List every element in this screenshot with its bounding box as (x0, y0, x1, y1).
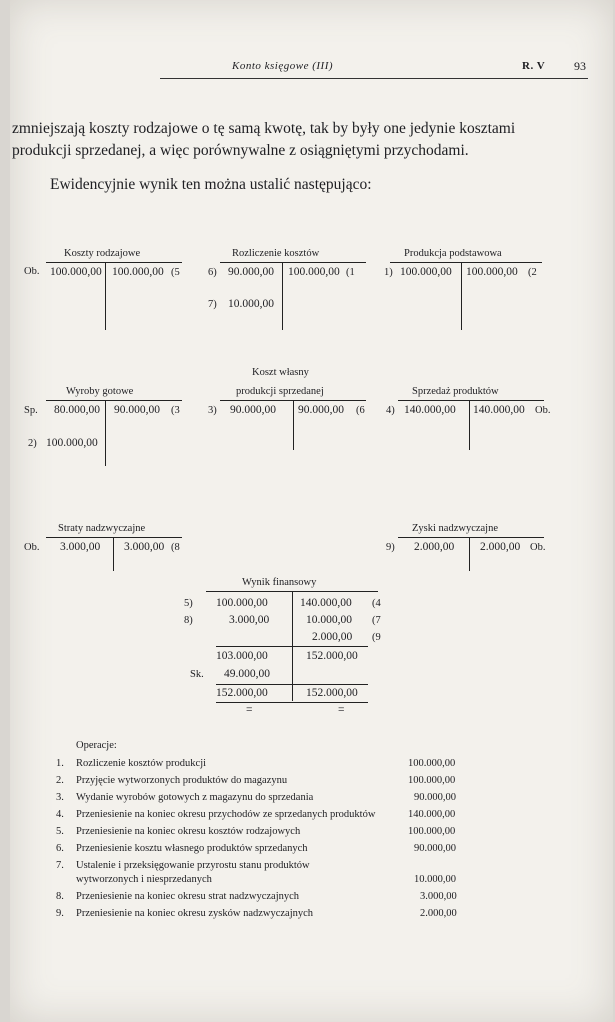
balance-label: Sk. (190, 669, 204, 680)
credit-ref: Ob. (530, 542, 546, 553)
t-account-top-rule (46, 262, 182, 263)
credit-value: 90.000,00 (114, 404, 160, 416)
t-account-top-rule (398, 400, 544, 401)
debit-subtotal: 103.000,00 (216, 650, 268, 662)
t-account-divider (105, 262, 106, 330)
credit-value: 10.000,00 (306, 614, 352, 626)
intro-line-1: zmniejszają koszty rodzajowe o tę samą kwotę, tak by były one jedynie kosztami (12, 120, 516, 137)
account-title: Wyroby gotowe (66, 386, 134, 397)
account-title: Sprzedaż produktów (412, 386, 499, 397)
op-amount: 100.000,00 (408, 758, 456, 769)
credit-ref: (6 (356, 405, 365, 416)
account-title-line-1: Koszt własny (252, 367, 309, 378)
credit-value: 140.000,00 (473, 404, 525, 416)
total-double-rule (216, 702, 368, 703)
debit-value: 3.000,00 (229, 614, 270, 626)
debit-value: 2.000,00 (414, 541, 455, 553)
account-title: Koszty rodzajowe (64, 248, 141, 259)
debit-ref: 6) (208, 267, 217, 278)
debit-value: 100.000,00 (216, 597, 268, 609)
credit-ref: (7 (372, 615, 381, 626)
op-text: Ustalenie i przeksięgowanie przyrostu stanu produktów (76, 860, 310, 871)
account-title: Wynik finansowy (242, 577, 317, 588)
running-header-chapter: R. V (522, 60, 546, 72)
op-number: 9. (56, 908, 64, 919)
op-number: 1. (56, 758, 64, 769)
balance-value: 49.000,00 (224, 668, 270, 680)
account-title: Zyski nadzwyczajne (412, 523, 499, 534)
debit-ref: 1) (384, 267, 393, 278)
credit-value: 100.000,00 (466, 266, 518, 278)
subtotal-rule (216, 646, 368, 647)
debit-label: Ob. (24, 266, 40, 277)
debit-ref: 8) (184, 615, 193, 626)
credit-value: 2.000,00 (312, 631, 353, 643)
op-number: 7. (56, 860, 64, 871)
op-number: 6. (56, 843, 64, 854)
debit-value: 80.000,00 (54, 404, 100, 416)
credit-ref: (8 (171, 542, 180, 553)
operations-heading: Operacje: (76, 740, 117, 751)
op-amount: 10.000,00 (414, 874, 456, 885)
t-account-divider (469, 400, 470, 450)
total-rule (216, 684, 368, 685)
t-account-divider (461, 262, 462, 330)
debit-value: 90.000,00 (230, 404, 276, 416)
op-text: Przeniesienie na koniec okresu przychodów ze sprzedanych produktów (76, 809, 376, 820)
credit-ref: (4 (372, 598, 381, 609)
debit-value: 140.000,00 (404, 404, 456, 416)
debit-ref: 7) (208, 299, 217, 310)
debit-value: 100.000,00 (46, 437, 98, 449)
debit-value: 90.000,00 (228, 266, 274, 278)
debit-value: 100.000,00 (50, 266, 102, 278)
op-text: Przeniesienie na koniec okresu kosztów rodzajowych (76, 826, 301, 837)
t-account-top-rule (46, 537, 182, 538)
debit-ref: Sp. (24, 405, 38, 416)
op-number: 4. (56, 809, 64, 820)
op-amount: 3.000,00 (420, 891, 457, 902)
debit-total: 152.000,00 (216, 687, 268, 699)
op-text-continued: wytworzonych i niesprzedanych (76, 874, 212, 885)
op-text: Przyjęcie wytworzonych produktów do magazynu (76, 775, 288, 786)
header-rule (160, 78, 588, 79)
credit-ref: (2 (528, 267, 537, 278)
t-account-divider (113, 537, 114, 571)
credit-ref: Ob. (535, 405, 551, 416)
credit-value: 140.000,00 (300, 597, 352, 609)
op-text: Rozliczenie kosztów produkcji (76, 758, 207, 769)
t-account-divider (293, 400, 294, 450)
credit-value: 100.000,00 (288, 266, 340, 278)
op-amount: 2.000,00 (420, 908, 457, 919)
debit-ref: 9) (386, 542, 395, 553)
book-page (10, 0, 613, 1022)
debit-label: Ob. (24, 542, 40, 553)
account-title: Rozliczenie kosztów (232, 248, 320, 259)
credit-ref: (9 (372, 632, 381, 643)
op-number: 2. (56, 775, 64, 786)
t-account-divider (105, 400, 106, 466)
op-amount: 100.000,00 (408, 826, 456, 837)
credit-value: 90.000,00 (298, 404, 344, 416)
credit-total: 152.000,00 (306, 687, 358, 699)
debit-value: 10.000,00 (228, 298, 274, 310)
op-amount: 100.000,00 (408, 775, 456, 786)
op-text: Wydanie wyrobów gotowych z magazynu do sprzedania (76, 792, 314, 803)
op-number: 8. (56, 891, 64, 902)
debit-ref: 4) (386, 405, 395, 416)
account-title-line-2: produkcji sprzedanej (236, 386, 324, 397)
op-number: 3. (56, 792, 64, 803)
debit-ref: 3) (208, 405, 217, 416)
t-account-divider (469, 537, 470, 571)
account-title: Produkcja podstawowa (404, 248, 502, 259)
op-amount: 90.000,00 (414, 792, 456, 803)
op-number: 5. (56, 826, 64, 837)
intro-line-3: Ewidencyjnie wynik ten można ustalić następująco: (50, 176, 372, 193)
debit-value: 3.000,00 (60, 541, 101, 553)
t-account-top-rule (220, 262, 366, 263)
t-account-top-rule (390, 262, 542, 263)
op-text: Przeniesienie kosztu własnego produktów sprzedanych (76, 843, 308, 854)
t-account-divider (282, 262, 283, 330)
credit-equal-sign: = (338, 704, 345, 716)
debit-ref: 2) (28, 438, 37, 449)
op-text: Przeniesienie na koniec okresu strat nadzwyczajnych (76, 891, 300, 902)
op-text: Przeniesienie na koniec okresu zysków nadzwyczajnych (76, 908, 314, 919)
op-amount: 90.000,00 (414, 843, 456, 854)
debit-ref: 5) (184, 598, 193, 609)
account-title: Straty nadzwyczajne (58, 523, 146, 534)
debit-equal-sign: = (246, 704, 253, 716)
credit-ref: (5 (171, 267, 180, 278)
running-header-title: Konto księgowe (III) (232, 60, 334, 72)
page-number: 93 (574, 59, 586, 73)
credit-ref: (3 (171, 405, 180, 416)
credit-subtotal: 152.000,00 (306, 650, 358, 662)
debit-value: 100.000,00 (400, 266, 452, 278)
credit-value: 3.000,00 (124, 541, 165, 553)
credit-value: 2.000,00 (480, 541, 521, 553)
credit-ref: (1 (346, 267, 355, 278)
op-amount: 140.000,00 (408, 809, 456, 820)
credit-value: 100.000,00 (112, 266, 164, 278)
t-account-top-rule (46, 400, 182, 401)
intro-line-2: produkcji sprzedanej, a więc porównywalne z osiągniętymi przychodami. (12, 142, 469, 159)
t-account-top-rule (398, 537, 544, 538)
